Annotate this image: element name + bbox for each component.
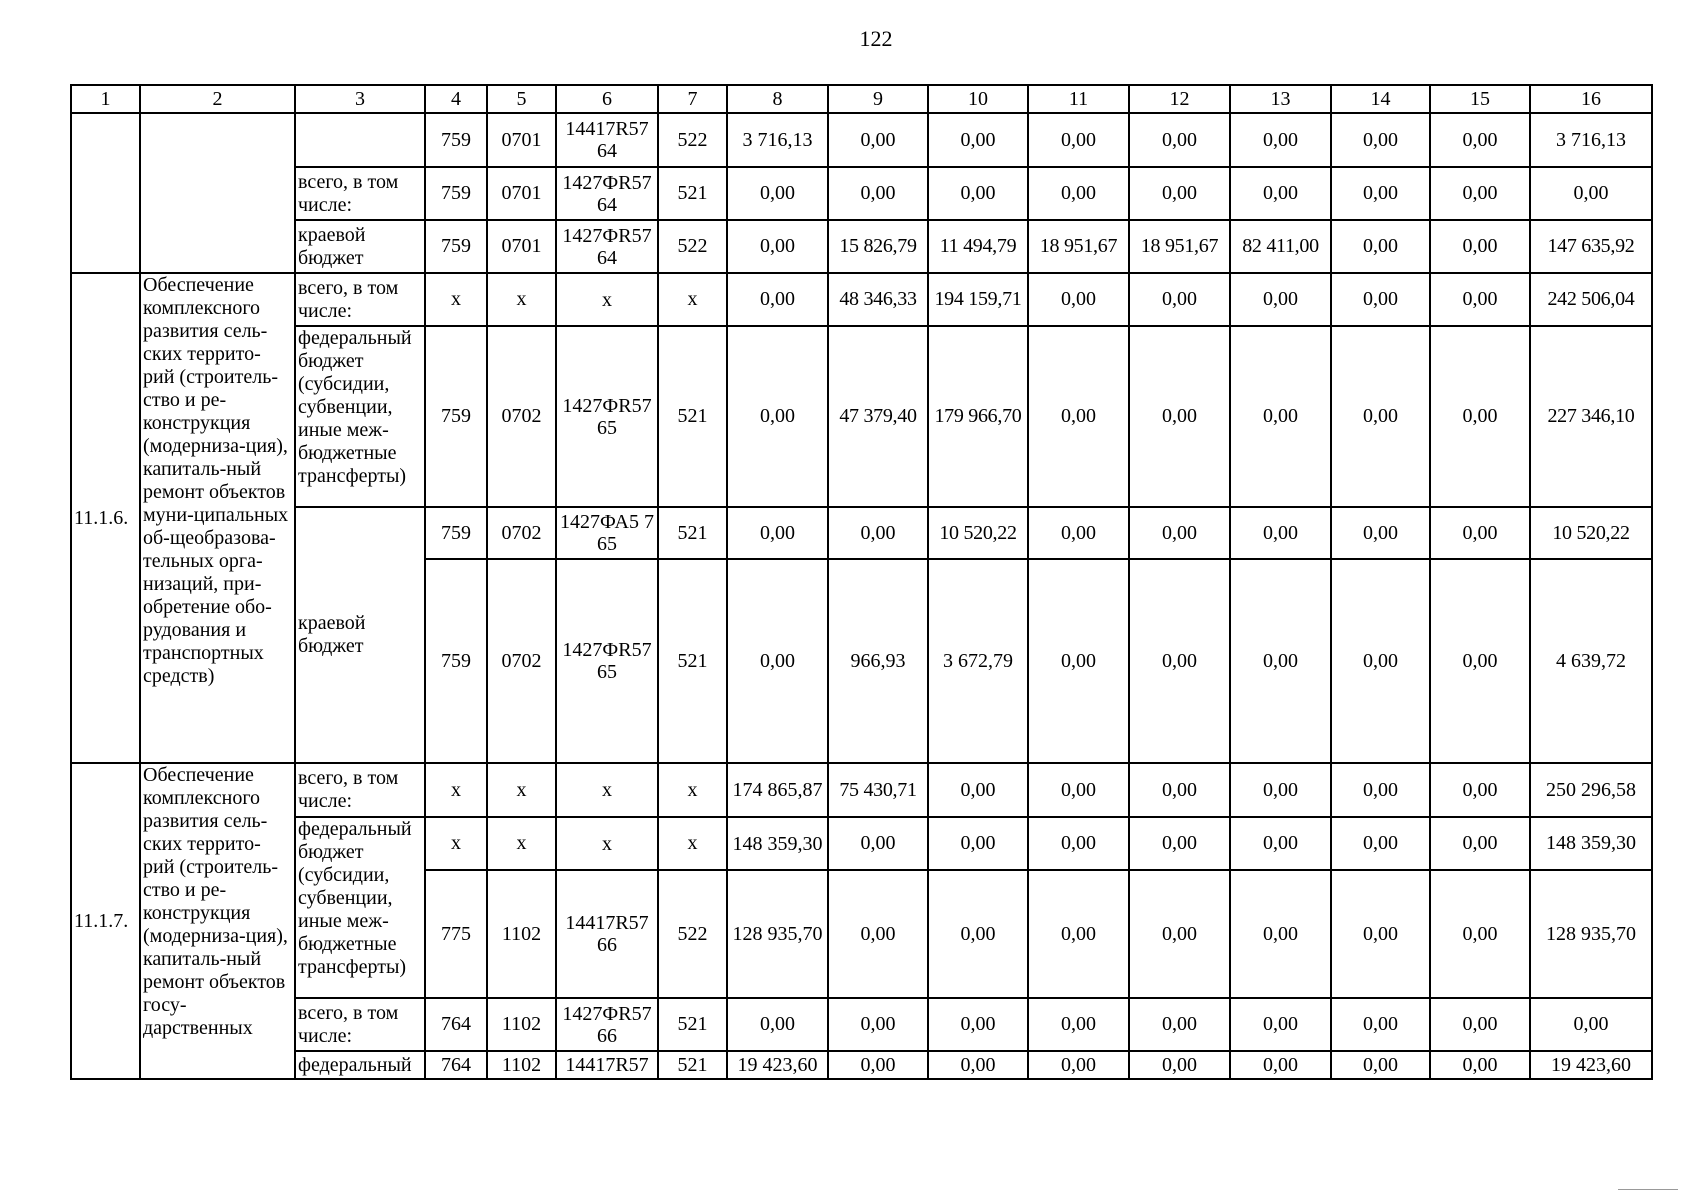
expense-type-cell: 521 — [658, 167, 727, 220]
expense-type-cell: х — [658, 763, 727, 817]
value-cell: 0,00 — [828, 998, 928, 1051]
target-code-cell: 14417R57 66 — [556, 870, 658, 998]
total-cell: 19 423,60 — [1530, 1051, 1652, 1079]
admin-code-cell: 759 — [425, 559, 487, 763]
value-cell: 0,00 — [1230, 763, 1331, 817]
admin-code-cell: 759 — [425, 220, 487, 273]
value-cell: 0,00 — [1331, 559, 1430, 763]
item-number-cell: 11.1.6. — [71, 273, 140, 763]
header-cell: 8 — [727, 85, 828, 113]
total-cell: 148 359,30 — [1530, 817, 1652, 870]
column-number-row — [71, 85, 1652, 113]
total-cell: 10 520,22 — [1530, 507, 1652, 559]
value-cell: 0,00 — [928, 998, 1028, 1051]
total-cell: 227 346,10 — [1530, 326, 1652, 507]
item-number-cell: 11.1.7. — [71, 763, 140, 1079]
value-cell: 0,00 — [1028, 1051, 1129, 1079]
value-cell: 0,00 — [928, 817, 1028, 870]
value-cell: 0,00 — [1230, 167, 1331, 220]
value-cell: 966,93 — [828, 559, 928, 763]
funding-source-cell: федеральный бюджет (субсидии, субвенции, иные меж-бюджетные трансферты) — [295, 326, 425, 507]
target-code-cell: 1427ФА5 765 — [556, 507, 658, 559]
value-cell: 18 951,67 — [1129, 220, 1230, 273]
value-cell: 0,00 — [1230, 998, 1331, 1051]
value-cell: 0,00 — [1230, 559, 1331, 763]
value-cell: 0,00 — [727, 507, 828, 559]
value-cell: 179 966,70 — [928, 326, 1028, 507]
value-cell: 0,00 — [727, 273, 828, 326]
total-cell: 242 506,04 — [1530, 273, 1652, 326]
value-cell: 0,00 — [1331, 763, 1430, 817]
value-cell: 0,00 — [1230, 1051, 1331, 1079]
value-cell: 0,00 — [1129, 559, 1230, 763]
header-cell: 2 — [140, 85, 295, 113]
value-cell: 128 935,70 — [727, 870, 828, 998]
value-cell: 0,00 — [727, 559, 828, 763]
target-code-cell: 1427ФR57 66 — [556, 998, 658, 1051]
admin-code-cell: 764 — [425, 998, 487, 1051]
value-cell: 0,00 — [1129, 273, 1230, 326]
admin-code-cell: 759 — [425, 507, 487, 559]
admin-code-cell: х — [425, 273, 487, 326]
section-code-cell: 0702 — [487, 559, 556, 763]
value-cell: 0,00 — [1430, 763, 1530, 817]
value-cell: 0,00 — [1028, 870, 1129, 998]
total-cell: 4 639,72 — [1530, 559, 1652, 763]
funding-source-cell: всего, в том числе: — [295, 763, 425, 817]
funding-source-cell: краевой бюджет — [295, 507, 425, 763]
value-cell: 3 672,79 — [928, 559, 1028, 763]
table-row — [71, 763, 1652, 817]
value-cell: 0,00 — [1230, 326, 1331, 507]
table-row — [71, 220, 1652, 273]
expense-type-cell: х — [658, 817, 727, 870]
value-cell: 0,00 — [1028, 273, 1129, 326]
total-cell: 3 716,13 — [1530, 113, 1652, 167]
header-cell: 13 — [1230, 85, 1331, 113]
value-cell: 0,00 — [1430, 167, 1530, 220]
value-cell: 0,00 — [1129, 1051, 1230, 1079]
value-cell: 0,00 — [1331, 817, 1430, 870]
item-number-cell — [71, 113, 140, 273]
expense-type-cell: 522 — [658, 113, 727, 167]
admin-code-cell: х — [425, 763, 487, 817]
value-cell: 0,00 — [1028, 113, 1129, 167]
section-code-cell: 1102 — [487, 870, 556, 998]
value-cell: 0,00 — [1028, 326, 1129, 507]
value-cell: 0,00 — [1331, 167, 1430, 220]
budget-table — [70, 84, 1653, 1080]
value-cell: 0,00 — [1230, 507, 1331, 559]
admin-code-cell: 759 — [425, 326, 487, 507]
expense-type-cell: 521 — [658, 1051, 727, 1079]
funding-source-cell: федеральный бюджет (субсидии, субвенции, иные меж-бюджетные трансферты) — [295, 817, 425, 998]
expense-type-cell: 521 — [658, 326, 727, 507]
value-cell: 82 411,00 — [1230, 220, 1331, 273]
admin-code-cell: 759 — [425, 113, 487, 167]
value-cell: 0,00 — [1230, 273, 1331, 326]
value-cell: 0,00 — [1430, 220, 1530, 273]
section-code-cell: 0702 — [487, 326, 556, 507]
section-code-cell: 0701 — [487, 113, 556, 167]
value-cell: 47 379,40 — [828, 326, 928, 507]
target-code-cell: х — [556, 273, 658, 326]
value-cell: 0,00 — [1430, 1051, 1530, 1079]
value-cell: 174 865,87 — [727, 763, 828, 817]
target-code-cell: х — [556, 817, 658, 870]
admin-code-cell: 759 — [425, 167, 487, 220]
value-cell: 3 716,13 — [727, 113, 828, 167]
value-cell: 0,00 — [727, 220, 828, 273]
section-code-cell: 1102 — [487, 1051, 556, 1079]
value-cell: 0,00 — [727, 326, 828, 507]
section-code-cell: х — [487, 817, 556, 870]
value-cell: 0,00 — [727, 167, 828, 220]
table-row — [71, 326, 1652, 507]
table-row — [71, 167, 1652, 220]
total-cell: 0,00 — [1530, 167, 1652, 220]
section-code-cell: 0701 — [487, 167, 556, 220]
admin-code-cell: 775 — [425, 870, 487, 998]
value-cell: 15 826,79 — [828, 220, 928, 273]
value-cell: 0,00 — [1331, 326, 1430, 507]
funding-source-cell: всего, в том числе: — [295, 167, 425, 220]
value-cell: 0,00 — [1430, 326, 1530, 507]
value-cell: 0,00 — [1331, 998, 1430, 1051]
value-cell: 0,00 — [1430, 817, 1530, 870]
value-cell: 0,00 — [1129, 817, 1230, 870]
table-row — [71, 273, 1652, 326]
value-cell: 75 430,71 — [828, 763, 928, 817]
header-cell: 14 — [1331, 85, 1430, 113]
expense-type-cell: 521 — [658, 998, 727, 1051]
value-cell: 0,00 — [727, 998, 828, 1051]
item-name-cell: Обеспечение комплексного развития сель-ских террито-рий (строитель-ство и ре-конструкция (модерниза-ция), капиталь-ный ремонт объектов муни-ципальных об-щеобразова-тельных орга-низаций, при-обретение обо-рудования и транспортных средств) — [140, 273, 295, 763]
value-cell: 0,00 — [1430, 507, 1530, 559]
scan-edge-line — [1618, 1189, 1678, 1190]
value-cell: 0,00 — [1028, 559, 1129, 763]
section-code-cell: 1102 — [487, 998, 556, 1051]
value-cell: 0,00 — [1129, 326, 1230, 507]
funding-source-cell: всего, в том числе: — [295, 273, 425, 326]
header-cell: 3 — [295, 85, 425, 113]
table-row — [71, 1051, 1652, 1079]
value-cell: 0,00 — [1430, 273, 1530, 326]
funding-source-cell: краевой бюджет — [295, 220, 425, 273]
target-code-cell: 1427ФR57 64 — [556, 167, 658, 220]
value-cell: 0,00 — [1331, 220, 1430, 273]
value-cell: 0,00 — [828, 113, 928, 167]
value-cell: 48 346,33 — [828, 273, 928, 326]
admin-code-cell: х — [425, 817, 487, 870]
page-number: 122 — [859, 26, 893, 51]
table-row — [71, 507, 1652, 559]
value-cell: 0,00 — [1129, 998, 1230, 1051]
value-cell: 19 423,60 — [727, 1051, 828, 1079]
funding-source-cell: всего, в том числе: — [295, 998, 425, 1051]
value-cell: 0,00 — [1129, 113, 1230, 167]
header-cell: 6 — [556, 85, 658, 113]
value-cell: 0,00 — [1430, 870, 1530, 998]
value-cell: 0,00 — [828, 817, 928, 870]
value-cell: 0,00 — [1129, 870, 1230, 998]
value-cell: 0,00 — [828, 870, 928, 998]
total-cell: 250 296,58 — [1530, 763, 1652, 817]
total-cell: 147 635,92 — [1530, 220, 1652, 273]
header-cell: 5 — [487, 85, 556, 113]
expense-type-cell: 522 — [658, 870, 727, 998]
value-cell: 0,00 — [1430, 559, 1530, 763]
value-cell: 0,00 — [1331, 1051, 1430, 1079]
funding-source-cell: федеральный — [295, 1051, 425, 1079]
value-cell: 148 359,30 — [727, 817, 828, 870]
expense-type-cell: х — [658, 273, 727, 326]
header-cell: 9 — [828, 85, 928, 113]
value-cell: 0,00 — [928, 167, 1028, 220]
value-cell: 0,00 — [1430, 998, 1530, 1051]
table-row — [71, 817, 1652, 870]
value-cell: 0,00 — [1028, 507, 1129, 559]
target-code-cell: х — [556, 763, 658, 817]
value-cell: 10 520,22 — [928, 507, 1028, 559]
expense-type-cell: 522 — [658, 220, 727, 273]
value-cell: 0,00 — [828, 507, 928, 559]
header-cell: 15 — [1430, 85, 1530, 113]
header-cell: 1 — [71, 85, 140, 113]
value-cell: 0,00 — [1331, 273, 1430, 326]
value-cell: 0,00 — [1230, 113, 1331, 167]
value-cell: 194 159,71 — [928, 273, 1028, 326]
value-cell: 0,00 — [928, 113, 1028, 167]
value-cell: 0,00 — [1230, 817, 1331, 870]
table-row — [71, 113, 1652, 167]
value-cell: 11 494,79 — [928, 220, 1028, 273]
value-cell: 0,00 — [1331, 870, 1430, 998]
value-cell: 0,00 — [1331, 507, 1430, 559]
table-row — [71, 998, 1652, 1051]
section-code-cell: х — [487, 273, 556, 326]
value-cell: 0,00 — [828, 1051, 928, 1079]
value-cell: 0,00 — [1028, 817, 1129, 870]
header-cell: 16 — [1530, 85, 1652, 113]
target-code-cell: 1427ФR57 65 — [556, 559, 658, 763]
item-name-cell — [140, 113, 295, 273]
expense-type-cell: 521 — [658, 507, 727, 559]
value-cell: 0,00 — [1230, 870, 1331, 998]
item-name-cell: Обеспечение комплексного развития сель-ских террито-рий (строитель-ство и ре-конструкция (модерниза-ция), капиталь-ный ремонт объектов госу-дарственных — [140, 763, 295, 1079]
value-cell: 0,00 — [928, 763, 1028, 817]
value-cell: 0,00 — [1129, 507, 1230, 559]
header-cell: 4 — [425, 85, 487, 113]
value-cell: 0,00 — [928, 870, 1028, 998]
funding-source-cell — [295, 113, 425, 167]
admin-code-cell: 764 — [425, 1051, 487, 1079]
value-cell: 0,00 — [1129, 763, 1230, 817]
header-cell: 11 — [1028, 85, 1129, 113]
value-cell: 0,00 — [1430, 113, 1530, 167]
expense-type-cell: 521 — [658, 559, 727, 763]
header-cell: 7 — [658, 85, 727, 113]
section-code-cell: х — [487, 763, 556, 817]
target-code-cell: 1427ФR57 64 — [556, 220, 658, 273]
target-code-cell: 1427ФR57 65 — [556, 326, 658, 507]
value-cell: 0,00 — [828, 167, 928, 220]
header-cell: 12 — [1129, 85, 1230, 113]
value-cell: 0,00 — [1331, 113, 1430, 167]
value-cell: 0,00 — [1028, 763, 1129, 817]
value-cell: 0,00 — [1129, 167, 1230, 220]
section-code-cell: 0701 — [487, 220, 556, 273]
target-code-cell: 14417R57 — [556, 1051, 658, 1079]
value-cell: 0,00 — [1028, 167, 1129, 220]
value-cell: 0,00 — [928, 1051, 1028, 1079]
target-code-cell: 14417R57 64 — [556, 113, 658, 167]
total-cell: 0,00 — [1530, 998, 1652, 1051]
header-cell: 10 — [928, 85, 1028, 113]
section-code-cell: 0702 — [487, 507, 556, 559]
value-cell: 18 951,67 — [1028, 220, 1129, 273]
value-cell: 0,00 — [1028, 998, 1129, 1051]
total-cell: 128 935,70 — [1530, 870, 1652, 998]
